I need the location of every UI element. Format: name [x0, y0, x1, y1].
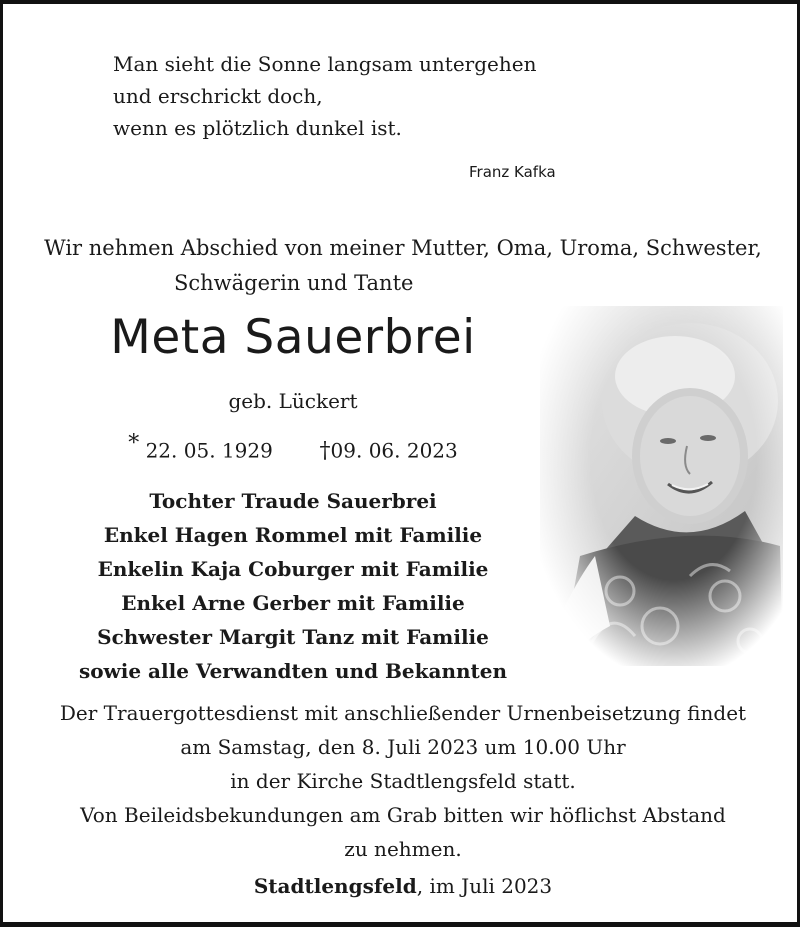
service-line: am Samstag, den 8. Juli 2023 um 10.00 Uhr [180, 735, 626, 759]
birth-name: geb. Lückert [228, 389, 358, 413]
mourners-list [3, 484, 583, 688]
service-line: Der Trauergottesdienst mit anschließender Urnenbeisetzung findet [59, 701, 747, 725]
service-line: in der Kirche Stadtlengsfeld statt. [230, 769, 576, 793]
mourner-line: Schwester Margit Tanz mit Familie [97, 625, 489, 649]
mourner-line: Enkelin Kaja Coburger mit Familie [97, 557, 489, 581]
service-line: zu nehmen. [344, 837, 462, 861]
epigraph-quote [113, 48, 536, 144]
mourner-line: Enkel Arne Gerber mit Familie [121, 591, 465, 615]
service-details [3, 696, 800, 866]
quote-author: Franz Kafka [469, 163, 556, 181]
birth-star-icon: * [128, 431, 140, 456]
signoff [3, 874, 800, 898]
portrait-image [540, 306, 783, 666]
mourner-line: sowie alle Verwandten und Bekannten [78, 659, 508, 683]
signoff-date: , im Juli 2023 [416, 874, 553, 898]
mourner-line: Tochter Traude Sauerbrei [149, 489, 437, 513]
quote-line: wenn es plötzlich dunkel ist. [113, 116, 402, 140]
death-cross-icon: † [319, 438, 331, 464]
intro-line-1: Wir nehmen Abschied von meiner Mutter, Oma, Uroma, Schwester, [44, 236, 762, 260]
portrait-photo [540, 306, 783, 666]
intro-line-2: Schwägerin und Tante [174, 271, 414, 295]
mourner-line: Enkel Hagen Rommel mit Familie [103, 523, 483, 547]
service-line: Von Beileidsbekundungen am Grab bitten wir höflichst Abstand [80, 803, 726, 827]
death-date: 09. 06. 2023 [330, 438, 458, 463]
life-dates [3, 431, 583, 464]
quote-line: Man sieht die Sonne langsam untergehen [113, 52, 537, 76]
deceased-name: Meta Sauerbrei [110, 310, 476, 365]
signoff-place: Stadtlengsfeld [253, 874, 417, 898]
birth-date: 22. 05. 1929 [145, 438, 273, 463]
quote-line: und erschrickt doch, [113, 84, 323, 108]
